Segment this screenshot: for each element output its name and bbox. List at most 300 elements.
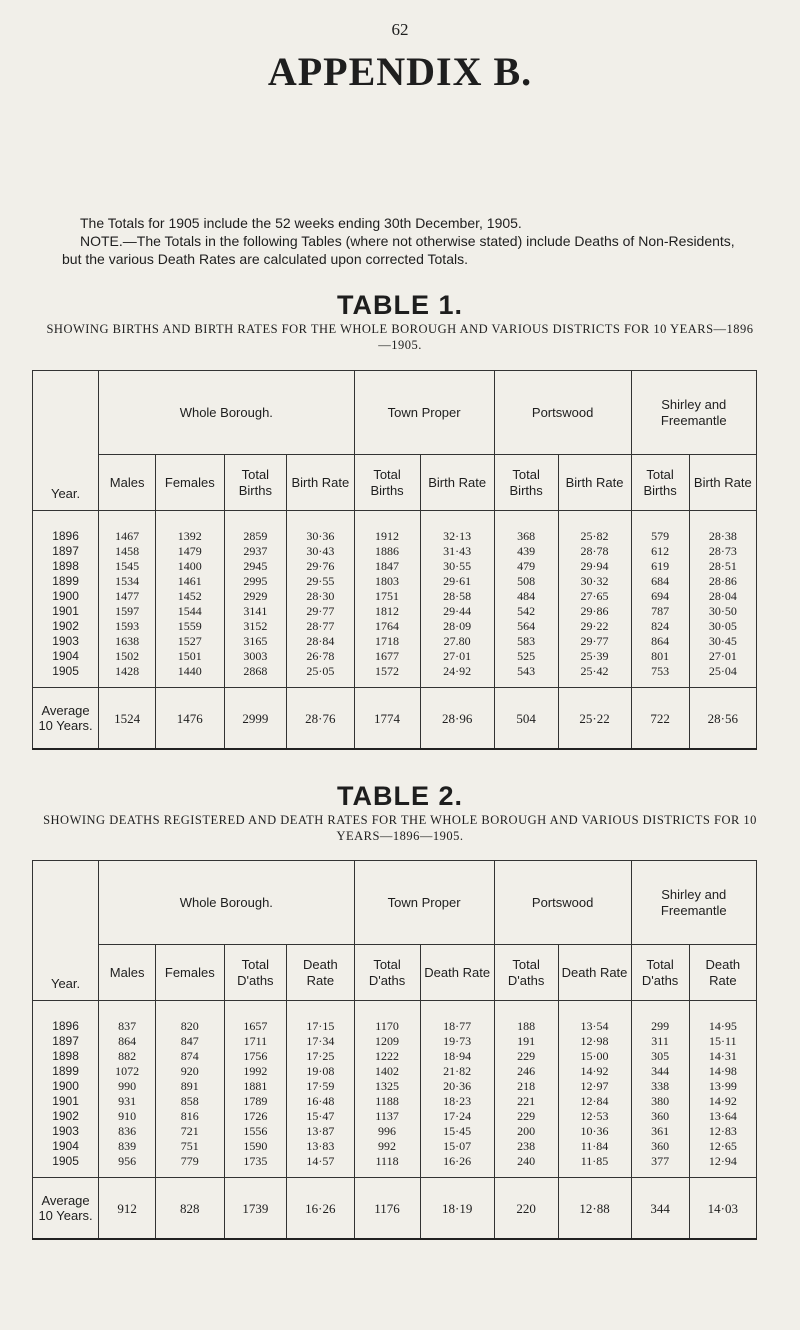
table-cell: 15·00 xyxy=(558,1049,631,1064)
table-cell: 19·73 xyxy=(420,1034,494,1049)
table-cell: 2937 xyxy=(224,544,287,559)
table-row xyxy=(33,1034,757,1049)
table-cell: 1452 xyxy=(156,589,224,604)
average-cell: 912 xyxy=(99,1178,156,1240)
table-cell: 3152 xyxy=(224,619,287,634)
table1-births xyxy=(32,370,757,750)
table-cell: 30·05 xyxy=(689,619,756,634)
table-cell: 874 xyxy=(156,1049,224,1064)
table-cell: 542 xyxy=(494,604,558,619)
table-cell: 1072 xyxy=(99,1064,156,1079)
table-cell: 229 xyxy=(494,1049,558,1064)
town-total-deaths-header: Total D'aths xyxy=(354,945,420,1001)
table-cell: 1209 xyxy=(354,1034,420,1049)
table-cell: 1544 xyxy=(156,604,224,619)
table-cell: 721 xyxy=(156,1124,224,1139)
table-cell: 18·23 xyxy=(420,1094,494,1109)
table-cell: 1556 xyxy=(224,1124,287,1139)
whole-borough-header: Whole Borough. xyxy=(99,371,354,455)
total-deaths-header: Total D'aths xyxy=(224,945,287,1001)
table-row xyxy=(33,1154,757,1178)
average-cell: 28·96 xyxy=(420,688,494,750)
table-cell: 1812 xyxy=(354,604,420,619)
average-cell: 16·26 xyxy=(287,1178,354,1240)
table-cell: 2868 xyxy=(224,664,287,688)
table-cell: 2995 xyxy=(224,574,287,589)
year-cell: 1902 xyxy=(33,619,99,634)
table-row xyxy=(33,1139,757,1154)
shirley-total-deaths-header: Total D'aths xyxy=(631,945,689,1001)
portswood-total-deaths-header: Total D'aths xyxy=(494,945,558,1001)
table-cell: 1222 xyxy=(354,1049,420,1064)
table-cell: 14·57 xyxy=(287,1154,354,1178)
table-cell: 14·92 xyxy=(558,1064,631,1079)
table-cell: 15·07 xyxy=(420,1139,494,1154)
table-cell: 996 xyxy=(354,1124,420,1139)
table-cell: 27·01 xyxy=(689,649,756,664)
table1-subtitle: SHOWING BIRTHS AND BIRTH RATES FOR THE WHOLE BOROUGH AND VARIOUS DISTRICTS FOR 10 YEARS—1896—1905. xyxy=(46,322,754,352)
table-cell: 753 xyxy=(631,664,689,688)
table-cell: 1572 xyxy=(354,664,420,688)
table-cell: 12·65 xyxy=(689,1139,756,1154)
shirley-birth-rate-header: Birth Rate xyxy=(689,455,756,511)
total-births-header: Total Births xyxy=(224,455,287,511)
portswood-header: Portswood xyxy=(494,861,631,945)
table-cell: 1881 xyxy=(224,1079,287,1094)
year-cell: 1903 xyxy=(33,634,99,649)
table-cell: 25·39 xyxy=(558,649,631,664)
table-cell: 787 xyxy=(631,604,689,619)
table-cell: 28·77 xyxy=(287,619,354,634)
table-row xyxy=(33,649,757,664)
table-cell: 14·31 xyxy=(689,1049,756,1064)
table-cell: 694 xyxy=(631,589,689,604)
table-cell: 1188 xyxy=(354,1094,420,1109)
table-cell: 299 xyxy=(631,1001,689,1035)
table-cell: 1590 xyxy=(224,1139,287,1154)
table-cell: 30·36 xyxy=(287,511,354,545)
average-cell: 504 xyxy=(494,688,558,750)
table-cell: 779 xyxy=(156,1154,224,1178)
table2-deaths xyxy=(32,860,757,1240)
table-cell: 684 xyxy=(631,574,689,589)
table-cell: 360 xyxy=(631,1109,689,1124)
appendix-title: APPENDIX B. xyxy=(267,49,533,94)
table-cell: 240 xyxy=(494,1154,558,1178)
table-cell: 29·77 xyxy=(287,604,354,619)
table-cell: 14·95 xyxy=(689,1001,756,1035)
table-cell: 820 xyxy=(156,1001,224,1035)
table-cell: 1534 xyxy=(99,574,156,589)
table-cell: 836 xyxy=(99,1124,156,1139)
average-cell: 18·19 xyxy=(420,1178,494,1240)
average-cell: 2999 xyxy=(224,688,287,750)
average-cell: 25·22 xyxy=(558,688,631,750)
table-cell: 14·92 xyxy=(689,1094,756,1109)
table-cell: 15·47 xyxy=(287,1109,354,1124)
table-cell: 27.80 xyxy=(420,634,494,649)
table-cell: 1912 xyxy=(354,511,420,545)
table-cell: 15·11 xyxy=(689,1034,756,1049)
year-cell: 1905 xyxy=(33,1154,99,1178)
table-cell: 218 xyxy=(494,1079,558,1094)
table-cell: 1847 xyxy=(354,559,420,574)
table-row xyxy=(33,1109,757,1124)
table-cell: 956 xyxy=(99,1154,156,1178)
table-cell: 380 xyxy=(631,1094,689,1109)
table-cell: 1559 xyxy=(156,619,224,634)
table-cell: 910 xyxy=(99,1109,156,1124)
table-cell: 1137 xyxy=(354,1109,420,1124)
table-cell: 1756 xyxy=(224,1049,287,1064)
year-cell: 1896 xyxy=(33,511,99,545)
table-cell: 28·84 xyxy=(287,634,354,649)
table-cell: 17·25 xyxy=(287,1049,354,1064)
year-header: Year. xyxy=(33,861,99,1001)
table-cell: 26·78 xyxy=(287,649,354,664)
table-row xyxy=(33,619,757,634)
table-cell: 12·83 xyxy=(689,1124,756,1139)
portswood-header: Portswood xyxy=(494,371,631,455)
year-cell: 1905 xyxy=(33,664,99,688)
males-header: Males xyxy=(99,945,156,1001)
table-cell: 13·54 xyxy=(558,1001,631,1035)
table-cell: 847 xyxy=(156,1034,224,1049)
table-cell: 619 xyxy=(631,559,689,574)
table-cell: 29·94 xyxy=(558,559,631,574)
average-cell: 14·03 xyxy=(689,1178,756,1240)
table-row xyxy=(33,604,757,619)
table-cell: 751 xyxy=(156,1139,224,1154)
table-cell: 28·73 xyxy=(689,544,756,559)
table-cell: 20·36 xyxy=(420,1079,494,1094)
table-cell: 439 xyxy=(494,544,558,559)
table-cell: 25·05 xyxy=(287,664,354,688)
average-cell: 828 xyxy=(156,1178,224,1240)
town-death-rate-header: Death Rate xyxy=(420,945,494,1001)
table-cell: 30·45 xyxy=(689,634,756,649)
table-cell: 1789 xyxy=(224,1094,287,1109)
table-cell: 311 xyxy=(631,1034,689,1049)
town-proper-header: Town Proper xyxy=(354,371,494,455)
table-cell: 16·48 xyxy=(287,1094,354,1109)
table-cell: 1392 xyxy=(156,511,224,545)
town-total-births-header: Total Births xyxy=(354,455,420,511)
table-cell: 882 xyxy=(99,1049,156,1064)
table-cell: 1461 xyxy=(156,574,224,589)
table-cell: 13·83 xyxy=(287,1139,354,1154)
table-cell: 188 xyxy=(494,1001,558,1035)
table-cell: 12·98 xyxy=(558,1034,631,1049)
table-cell: 29·55 xyxy=(287,574,354,589)
table-cell: 29·44 xyxy=(420,604,494,619)
table-cell: 1479 xyxy=(156,544,224,559)
table-cell: 3141 xyxy=(224,604,287,619)
year-cell: 1904 xyxy=(33,1139,99,1154)
table-row xyxy=(33,1079,757,1094)
table-cell: 1501 xyxy=(156,649,224,664)
table-cell: 25·04 xyxy=(689,664,756,688)
average-cell: 28·56 xyxy=(689,688,756,750)
table-cell: 191 xyxy=(494,1034,558,1049)
table-cell: 1764 xyxy=(354,619,420,634)
table-cell: 29·77 xyxy=(558,634,631,649)
table-cell: 1545 xyxy=(99,559,156,574)
page-number: 62 xyxy=(391,20,409,39)
table2-title: TABLE 2. xyxy=(336,781,463,811)
table-cell: 246 xyxy=(494,1064,558,1079)
table-cell: 30·32 xyxy=(558,574,631,589)
table-cell: 508 xyxy=(494,574,558,589)
table-cell: 361 xyxy=(631,1124,689,1139)
average-cell: 344 xyxy=(631,1178,689,1240)
table-row xyxy=(33,589,757,604)
table-cell: 344 xyxy=(631,1064,689,1079)
table-cell: 32·13 xyxy=(420,511,494,545)
year-cell: 1902 xyxy=(33,1109,99,1124)
table-cell: 28·78 xyxy=(558,544,631,559)
year-cell: 1897 xyxy=(33,544,99,559)
males-header: Males xyxy=(99,455,156,511)
table-cell: 229 xyxy=(494,1109,558,1124)
year-cell: 1903 xyxy=(33,1124,99,1139)
table-cell: 28·04 xyxy=(689,589,756,604)
table-cell: 564 xyxy=(494,619,558,634)
table-cell: 11·85 xyxy=(558,1154,631,1178)
table-cell: 1428 xyxy=(99,664,156,688)
table-cell: 1726 xyxy=(224,1109,287,1124)
table-row xyxy=(33,511,757,545)
table-cell: 583 xyxy=(494,634,558,649)
table-cell: 1735 xyxy=(224,1154,287,1178)
average-cell: 1739 xyxy=(224,1178,287,1240)
shirley-death-rate-header: Death Rate xyxy=(689,945,756,1001)
table-cell: 3165 xyxy=(224,634,287,649)
table-cell: 1677 xyxy=(354,649,420,664)
portswood-birth-rate-header: Birth Rate xyxy=(558,455,631,511)
table-cell: 1402 xyxy=(354,1064,420,1079)
table-cell: 920 xyxy=(156,1064,224,1079)
table-cell: 1593 xyxy=(99,619,156,634)
table-cell: 305 xyxy=(631,1049,689,1064)
table-row xyxy=(33,1124,757,1139)
year-cell: 1896 xyxy=(33,1001,99,1035)
whole-borough-header: Whole Borough. xyxy=(99,861,354,945)
table-cell: 30·50 xyxy=(689,604,756,619)
table-cell: 27·01 xyxy=(420,649,494,664)
table-row xyxy=(33,559,757,574)
table-cell: 2929 xyxy=(224,589,287,604)
intro-note: NOTE.—The Totals in the following Tables (where not otherwise stated) include Deaths of Non-Residents, but the various Death Rates are calculated upon corrected Totals. xyxy=(62,233,735,267)
table-cell: 25·42 xyxy=(558,664,631,688)
year-cell: 1899 xyxy=(33,1064,99,1079)
table-cell: 1597 xyxy=(99,604,156,619)
table-cell: 12·84 xyxy=(558,1094,631,1109)
table-cell: 1657 xyxy=(224,1001,287,1035)
table-cell: 30·55 xyxy=(420,559,494,574)
table-cell: 2945 xyxy=(224,559,287,574)
table-cell: 1886 xyxy=(354,544,420,559)
table-cell: 17·34 xyxy=(287,1034,354,1049)
table-cell: 1718 xyxy=(354,634,420,649)
table-cell: 28·38 xyxy=(689,511,756,545)
table-cell: 484 xyxy=(494,589,558,604)
table-cell: 1638 xyxy=(99,634,156,649)
table-cell: 17·24 xyxy=(420,1109,494,1124)
shirley-total-births-header: Total Births xyxy=(631,455,689,511)
table-cell: 16·26 xyxy=(420,1154,494,1178)
average-cell: 28·76 xyxy=(287,688,354,750)
table-row xyxy=(33,544,757,559)
year-cell: 1900 xyxy=(33,1079,99,1094)
table-cell: 992 xyxy=(354,1139,420,1154)
table-cell: 1458 xyxy=(99,544,156,559)
table-cell: 1325 xyxy=(354,1079,420,1094)
year-cell: 1897 xyxy=(33,1034,99,1049)
table-cell: 12·97 xyxy=(558,1079,631,1094)
intro-text xyxy=(62,214,750,268)
table-row xyxy=(33,664,757,688)
year-cell: 1900 xyxy=(33,589,99,604)
table-cell: 24·92 xyxy=(420,664,494,688)
shirley-freemantle-header: Shirley and Freemantle xyxy=(631,861,756,945)
table-cell: 10·36 xyxy=(558,1124,631,1139)
table-cell: 29·61 xyxy=(420,574,494,589)
table-cell: 13·99 xyxy=(689,1079,756,1094)
table-cell: 864 xyxy=(99,1034,156,1049)
table-cell: 858 xyxy=(156,1094,224,1109)
table-cell: 2859 xyxy=(224,511,287,545)
town-proper-header: Town Proper xyxy=(354,861,494,945)
table-row xyxy=(33,1094,757,1109)
table-cell: 28·58 xyxy=(420,589,494,604)
table-cell: 238 xyxy=(494,1139,558,1154)
table-cell: 1400 xyxy=(156,559,224,574)
portswood-death-rate-header: Death Rate xyxy=(558,945,631,1001)
table-cell: 338 xyxy=(631,1079,689,1094)
table-cell: 200 xyxy=(494,1124,558,1139)
average-cell: 12·88 xyxy=(558,1178,631,1240)
year-cell: 1899 xyxy=(33,574,99,589)
table-cell: 29·86 xyxy=(558,604,631,619)
table-cell: 579 xyxy=(631,511,689,545)
average-cell: 1524 xyxy=(99,688,156,750)
table-cell: 1467 xyxy=(99,511,156,545)
table-cell: 543 xyxy=(494,664,558,688)
average-label: Average 10 Years. xyxy=(33,688,99,750)
table-row xyxy=(33,634,757,649)
average-cell: 220 xyxy=(494,1178,558,1240)
table2-subtitle: SHOWING DEATHS REGISTERED AND DEATH RATES FOR THE WHOLE BOROUGH AND VARIOUS DISTRICTS FOR 10 YEARS—1896—1905. xyxy=(43,813,757,843)
table-cell: 864 xyxy=(631,634,689,649)
table-cell: 479 xyxy=(494,559,558,574)
birth-rate-header: Birth Rate xyxy=(287,455,354,511)
table-cell: 1170 xyxy=(354,1001,420,1035)
year-cell: 1901 xyxy=(33,604,99,619)
table-cell: 28·51 xyxy=(689,559,756,574)
table-cell: 1711 xyxy=(224,1034,287,1049)
table-cell: 221 xyxy=(494,1094,558,1109)
table-cell: 28·86 xyxy=(689,574,756,589)
table-cell: 31·43 xyxy=(420,544,494,559)
table-cell: 377 xyxy=(631,1154,689,1178)
table-cell: 18·77 xyxy=(420,1001,494,1035)
death-rate-header: Death Rate xyxy=(287,945,354,1001)
table-cell: 360 xyxy=(631,1139,689,1154)
average-cell: 1476 xyxy=(156,688,224,750)
table-cell: 12·94 xyxy=(689,1154,756,1178)
portswood-total-births-header: Total Births xyxy=(494,455,558,511)
table-cell: 837 xyxy=(99,1001,156,1035)
table-cell: 17·59 xyxy=(287,1079,354,1094)
table-cell: 1751 xyxy=(354,589,420,604)
table-cell: 816 xyxy=(156,1109,224,1124)
year-cell: 1901 xyxy=(33,1094,99,1109)
table-cell: 3003 xyxy=(224,649,287,664)
table-cell: 25·82 xyxy=(558,511,631,545)
table-cell: 801 xyxy=(631,649,689,664)
table-row xyxy=(33,1064,757,1079)
table-cell: 931 xyxy=(99,1094,156,1109)
table-cell: 11·84 xyxy=(558,1139,631,1154)
average-row xyxy=(33,1178,757,1240)
shirley-freemantle-header: Shirley and Freemantle xyxy=(631,371,756,455)
table-cell: 1440 xyxy=(156,664,224,688)
average-cell: 1176 xyxy=(354,1178,420,1240)
table-cell: 29·76 xyxy=(287,559,354,574)
average-cell: 722 xyxy=(631,688,689,750)
table-cell: 1803 xyxy=(354,574,420,589)
table-cell: 13·64 xyxy=(689,1109,756,1124)
table-cell: 12·53 xyxy=(558,1109,631,1124)
year-cell: 1898 xyxy=(33,1049,99,1064)
table-cell: 21·82 xyxy=(420,1064,494,1079)
table-cell: 30·43 xyxy=(287,544,354,559)
year-cell: 1898 xyxy=(33,559,99,574)
table-cell: 1118 xyxy=(354,1154,420,1178)
table-cell: 28·30 xyxy=(287,589,354,604)
town-birth-rate-header: Birth Rate xyxy=(420,455,494,511)
table-cell: 29·22 xyxy=(558,619,631,634)
table-cell: 839 xyxy=(99,1139,156,1154)
intro-line-1: The Totals for 1905 include the 52 weeks ending 30th December, 1905. xyxy=(80,215,522,231)
females-header: Females xyxy=(156,945,224,1001)
table-cell: 15·45 xyxy=(420,1124,494,1139)
table-cell: 525 xyxy=(494,649,558,664)
average-row xyxy=(33,688,757,750)
females-header: Females xyxy=(156,455,224,511)
table-cell: 17·15 xyxy=(287,1001,354,1035)
table-cell: 612 xyxy=(631,544,689,559)
table-cell: 13·87 xyxy=(287,1124,354,1139)
table-cell: 1502 xyxy=(99,649,156,664)
table-cell: 14·98 xyxy=(689,1064,756,1079)
table-row xyxy=(33,1001,757,1035)
average-label: Average 10 Years. xyxy=(33,1178,99,1240)
table-cell: 27·65 xyxy=(558,589,631,604)
table-cell: 19·08 xyxy=(287,1064,354,1079)
table-cell: 1992 xyxy=(224,1064,287,1079)
table1-title: TABLE 1. xyxy=(336,290,463,320)
table-row xyxy=(33,1049,757,1064)
table-cell: 368 xyxy=(494,511,558,545)
table-cell: 18·94 xyxy=(420,1049,494,1064)
table-cell: 990 xyxy=(99,1079,156,1094)
average-cell: 1774 xyxy=(354,688,420,750)
year-header: Year. xyxy=(33,371,99,511)
table-cell: 824 xyxy=(631,619,689,634)
table-cell: 1527 xyxy=(156,634,224,649)
